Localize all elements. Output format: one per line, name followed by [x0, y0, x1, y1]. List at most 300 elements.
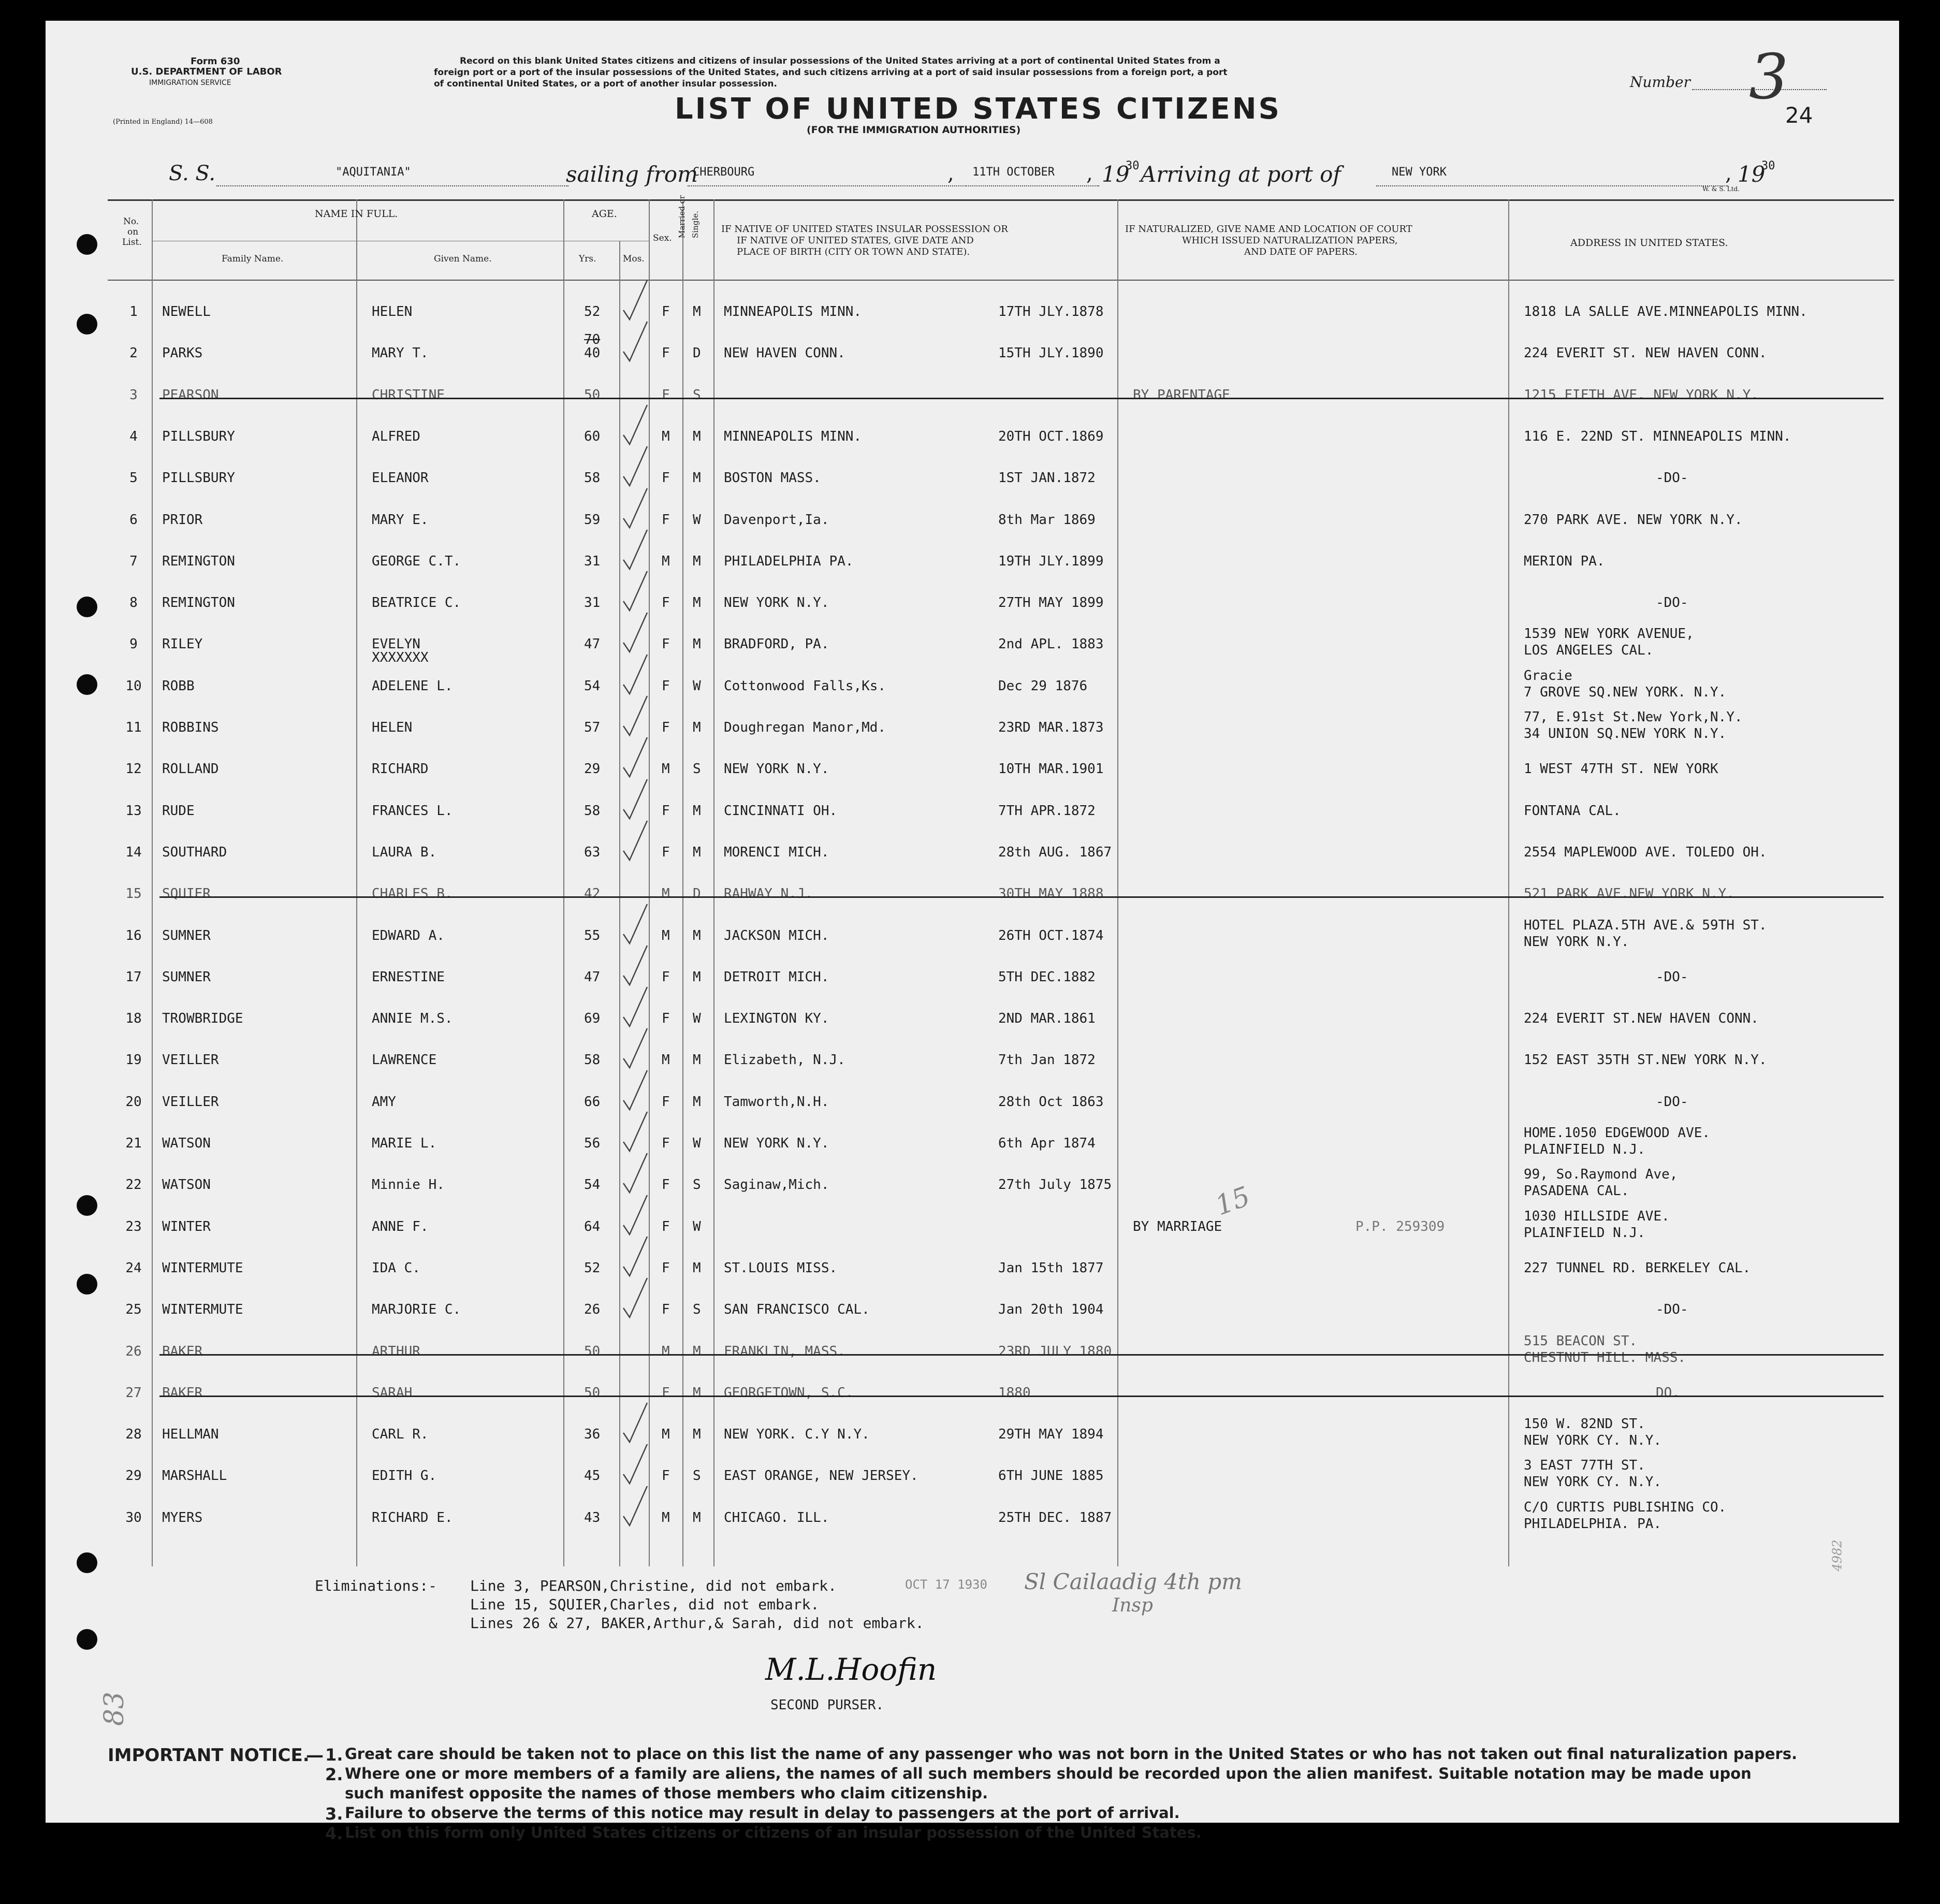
- address-line: FONTANA CAL.: [1524, 803, 1621, 819]
- sex: M: [662, 761, 670, 777]
- row-number: 23: [125, 1219, 142, 1234]
- page-number: 24: [1785, 103, 1813, 128]
- marital-status: M: [693, 304, 701, 319]
- family-name: MYERS: [162, 1510, 203, 1525]
- birth-place: DETROIT MICH.: [724, 969, 829, 985]
- marital-status: S: [693, 761, 701, 777]
- address-line: 7 GROVE SQ.NEW YORK. N.Y.: [1524, 685, 1727, 700]
- row-number: 5: [129, 470, 138, 486]
- address-line: 1030 HILLSIDE AVE.: [1524, 1209, 1670, 1224]
- address-line: PLAINFIELD N.J.: [1524, 1225, 1645, 1241]
- birth-place: JACKSON MICH.: [724, 928, 829, 943]
- sex: M: [662, 1344, 670, 1359]
- strike-through-line: [159, 896, 1884, 898]
- birth-date: 6TH JUNE 1885: [998, 1468, 1104, 1484]
- marital-status: M: [693, 1510, 701, 1525]
- family-name: REMINGTON: [162, 595, 235, 611]
- age-years: 58: [584, 803, 601, 819]
- age-years: 26: [584, 1302, 601, 1317]
- birth-date: 27TH MAY 1899: [998, 595, 1104, 611]
- family-name: RUDE: [162, 803, 195, 819]
- page-title: LIST OF UNITED STATES CITIZENS: [675, 92, 1281, 126]
- birth-date: 6th Apr 1874: [998, 1136, 1096, 1151]
- family-name: ROBBINS: [162, 720, 219, 735]
- address-line: 77, E.91st St.New York,N.Y.: [1524, 709, 1743, 725]
- birth-place: FRANKLIN, MASS.: [724, 1344, 845, 1359]
- age-years: 52: [584, 1260, 601, 1276]
- comma-1: ,: [947, 162, 954, 185]
- check-mark-icon: [620, 735, 651, 782]
- col-native-2: IF NATIVE OF UNITED STATES, GIVE DATE AND: [737, 235, 974, 246]
- sex: F: [662, 678, 670, 694]
- birth-date: Dec 29 1876: [998, 678, 1088, 694]
- age-years: 69: [584, 1011, 601, 1026]
- margin-note-right: 4982: [1830, 1539, 1845, 1572]
- age-years: 47: [584, 969, 601, 985]
- marital-status: M: [693, 1094, 701, 1110]
- check-mark-icon: [620, 278, 651, 325]
- notice-text: such manifest opposite the names of those members who claim citizenship.: [345, 1784, 988, 1802]
- date-underline: [965, 185, 1099, 186]
- age-correction: 70: [584, 332, 601, 347]
- given-name: MARIE L.: [372, 1136, 437, 1151]
- ship-name: "AQUITANIA": [336, 166, 411, 179]
- sex: F: [662, 1468, 670, 1484]
- birth-date: 7th Jan 1872: [998, 1052, 1096, 1068]
- age-years: 47: [584, 636, 601, 652]
- row-number: 7: [129, 554, 138, 569]
- comma-3: ,: [1725, 162, 1732, 185]
- age-years: 59: [584, 512, 601, 528]
- table-row: [46, 1374, 1899, 1415]
- sex: M: [662, 554, 670, 569]
- family-name: BAKER: [162, 1344, 203, 1359]
- table-row: [46, 875, 1899, 916]
- marital-status: D: [693, 886, 701, 902]
- check-mark-icon: [620, 1276, 651, 1322]
- row-number: 19: [125, 1052, 142, 1068]
- given-name: BEATRICE C.: [372, 595, 461, 611]
- row-number: 8: [129, 595, 138, 611]
- marital-status: M: [693, 636, 701, 652]
- birth-place: Saginaw,Mich.: [724, 1177, 829, 1193]
- marital-status: M: [693, 595, 701, 611]
- marital-status: M: [693, 1052, 701, 1068]
- given-name: Minnie H.: [372, 1177, 445, 1193]
- ship-underline: [216, 185, 568, 186]
- marital-status: M: [693, 1344, 701, 1359]
- address-line: C/O CURTIS PUBLISHING CO.: [1524, 1500, 1727, 1515]
- given-name: ANNIE M.S.: [372, 1011, 453, 1026]
- birth-place: SAN FRANCISCO CAL.: [724, 1302, 870, 1317]
- table-row: [46, 376, 1899, 417]
- row-number: 18: [125, 1011, 142, 1026]
- sex: M: [662, 429, 670, 444]
- birth-date: 28th AUG. 1867: [998, 845, 1112, 860]
- given-name: HELEN: [372, 720, 413, 735]
- birth-date: 19TH JLY.1899: [998, 554, 1104, 569]
- address-line: 99, So.Raymond Ave,: [1524, 1167, 1678, 1182]
- age-years: 58: [584, 1052, 601, 1068]
- birth-date: 1880: [998, 1385, 1031, 1401]
- given-name: FRANCES L.: [372, 803, 453, 819]
- birth-date: 20TH OCT.1869: [998, 429, 1104, 444]
- row-number: 10: [125, 678, 142, 694]
- age-years: 31: [584, 595, 601, 611]
- ss-label: S. S.: [169, 162, 216, 185]
- given-name: ADELENE L.: [372, 678, 453, 694]
- address-line: PLAINFIELD N.J.: [1524, 1142, 1645, 1157]
- family-name: REMINGTON: [162, 554, 235, 569]
- sex: M: [662, 1052, 670, 1068]
- row-number: 2: [129, 345, 138, 361]
- address-line: -DO-: [1656, 969, 1688, 985]
- given-name: EDITH G.: [372, 1468, 437, 1484]
- age-years: 45: [584, 1468, 601, 1484]
- sex: F: [662, 304, 670, 319]
- punch-hole: [77, 674, 97, 695]
- birth-place: Elizabeth, N.J.: [724, 1052, 845, 1068]
- notice-label: IMPORTANT NOTICE.: [108, 1745, 310, 1766]
- family-name: BAKER: [162, 1385, 203, 1401]
- sex: F: [662, 1177, 670, 1193]
- family-name: ROLLAND: [162, 761, 219, 777]
- family-name: MARSHALL: [162, 1468, 227, 1484]
- birth-place: Tamworth,N.H.: [724, 1094, 829, 1110]
- punch-hole: [77, 1552, 97, 1573]
- table-row: [46, 792, 1899, 833]
- address-line: 3 EAST 77TH ST.: [1524, 1458, 1645, 1473]
- strike-through-line: [159, 1354, 1884, 1356]
- row-number: 17: [125, 969, 142, 985]
- col-native-3: PLACE OF BIRTH (CITY OR TOWN AND STATE).: [737, 246, 970, 257]
- birth-place: NEW YORK. C.Y N.Y.: [724, 1427, 870, 1442]
- col-name-in-full: NAME IN FULL.: [315, 208, 398, 220]
- table-row: [46, 542, 1899, 584]
- row-number: 16: [125, 928, 142, 943]
- given-name-struck: XXXXXXX: [372, 650, 429, 665]
- family-name: NEWELL: [162, 304, 211, 319]
- family-name: SUMNER: [162, 969, 211, 985]
- sailing-label: sailing from: [566, 162, 698, 187]
- notice-number: 4.: [325, 1824, 343, 1843]
- table-row: [46, 708, 1899, 750]
- naturalization: BY PARENTAGE: [1133, 387, 1230, 403]
- age-years: 50: [584, 1385, 601, 1401]
- table-row: [46, 958, 1899, 999]
- row-number: 27: [125, 1385, 142, 1401]
- punch-hole: [77, 314, 97, 335]
- row-number: 29: [125, 1468, 142, 1484]
- birth-date: 10TH MAR.1901: [998, 761, 1104, 777]
- family-name: VEILLER: [162, 1052, 219, 1068]
- family-name: PEARSON: [162, 387, 219, 403]
- elimination-line-3: Lines 26 & 27, BAKER,Arthur,& Sarah, did not embark.: [470, 1615, 924, 1632]
- table-row: [46, 293, 1899, 334]
- check-mark-icon: [620, 777, 651, 824]
- check-mark-icon: [620, 694, 651, 740]
- row-number: 15: [125, 886, 142, 902]
- birth-date: 25TH DEC. 1887: [998, 1510, 1112, 1525]
- given-name: CHARLES B.: [372, 886, 453, 902]
- year2-prefix: 19: [1738, 162, 1766, 187]
- notice-text: Failure to observe the terms of this notice may result in delay to passengers at the port of arrival.: [345, 1804, 1180, 1822]
- inspector-handwriting: Sl Cailaadig 4th pm: [1024, 1569, 1242, 1594]
- table-row: [46, 501, 1899, 542]
- printer-mark: W. & S. Ltd.: [1702, 185, 1740, 193]
- given-name: RICHARD E.: [372, 1510, 453, 1525]
- marital-status: M: [693, 845, 701, 860]
- table-row: [46, 750, 1899, 791]
- notice-number: 3.: [325, 1804, 343, 1824]
- address-line: CHESTNUT HILL. MASS.: [1524, 1350, 1686, 1365]
- birth-date: Jan 20th 1904: [998, 1302, 1104, 1317]
- col-mos: Mos.: [623, 254, 645, 264]
- marital-status: D: [693, 345, 701, 361]
- sex: F: [662, 1011, 670, 1026]
- marital-status: M: [693, 720, 701, 735]
- check-mark-icon: [620, 1151, 651, 1198]
- marital-status: W: [693, 1219, 701, 1234]
- age-years: 55: [584, 928, 601, 943]
- address-line: 34 UNION SQ.NEW YORK N.Y.: [1524, 726, 1727, 742]
- row-number: 9: [129, 636, 138, 652]
- sex: F: [662, 803, 670, 819]
- col-native-1: IF NATIVE OF UNITED STATES INSULAR POSSESSION OR: [721, 224, 1008, 235]
- address-line: DO.: [1656, 1385, 1680, 1401]
- sex: M: [662, 1427, 670, 1442]
- age-years: 54: [584, 1177, 601, 1193]
- col-nat-1: IF NATURALIZED, GIVE NAME AND LOCATION OF COURT: [1125, 224, 1412, 235]
- birth-place: Davenport,Ia.: [724, 512, 829, 528]
- birth-date: 23RD JULY 1880: [998, 1344, 1112, 1359]
- given-name: ELEANOR: [372, 470, 429, 486]
- row-number: 6: [129, 512, 138, 528]
- given-name: ARTHUR: [372, 1344, 420, 1359]
- check-mark-icon: [620, 819, 651, 865]
- col-age: AGE.: [592, 208, 617, 220]
- marital-status: S: [693, 387, 701, 403]
- manifest-sheet: [46, 21, 1899, 1843]
- check-mark-icon: [620, 319, 651, 366]
- family-name: PRIOR: [162, 512, 203, 528]
- family-name: WINTERMUTE: [162, 1260, 243, 1276]
- sex: F: [662, 1094, 670, 1110]
- table-row: [46, 1457, 1899, 1498]
- sailing-date: 11TH OCTOBER: [972, 166, 1055, 179]
- header-bottom-rule: [108, 280, 1894, 281]
- birth-place: LEXINGTON KY.: [724, 1011, 829, 1026]
- age-years: 63: [584, 845, 601, 860]
- birth-place: MINNEAPOLIS MINN.: [724, 429, 862, 444]
- check-mark-icon: [620, 1442, 651, 1489]
- check-mark-icon: [620, 611, 651, 657]
- marital-status: M: [693, 969, 701, 985]
- row-number: 24: [125, 1260, 142, 1276]
- birth-place: CHICAGO. ILL.: [724, 1510, 829, 1525]
- address-line: PASADENA CAL.: [1524, 1183, 1629, 1199]
- address-line: 515 BEACON ST.: [1524, 1333, 1638, 1349]
- table-row: [46, 459, 1899, 500]
- punch-hole: [77, 1629, 97, 1650]
- family-name: SQUIER: [162, 886, 211, 902]
- row-number: 11: [125, 720, 142, 735]
- family-name: SOUTHARD: [162, 845, 227, 860]
- given-name: ERNESTINE: [372, 969, 445, 985]
- birth-date: 1ST JAN.1872: [998, 470, 1096, 486]
- purser-signature: M.L.Hoofin: [765, 1652, 937, 1687]
- birth-place: RAHWAY N.J.: [724, 886, 813, 902]
- sex: F: [662, 595, 670, 611]
- check-mark-icon: [620, 444, 651, 491]
- instruction-line-3: of continental United States, or a port of another insular possession.: [434, 79, 777, 89]
- table-row: [46, 1166, 1899, 1207]
- address-line: NEW YORK N.Y.: [1524, 934, 1629, 950]
- check-mark-icon: [620, 403, 651, 449]
- birth-place: PHILADELPHIA PA.: [724, 554, 854, 569]
- birth-date: 23RD MAR.1873: [998, 720, 1104, 735]
- check-mark-icon: [620, 1068, 651, 1115]
- age-years: 36: [584, 1427, 601, 1442]
- given-name: GEORGE C.T.: [372, 554, 461, 569]
- marital-status: S: [693, 1468, 701, 1484]
- naturalization: BY MARRIAGE: [1133, 1219, 1222, 1234]
- sex: M: [662, 1510, 670, 1525]
- marital-status: M: [693, 803, 701, 819]
- age-years: 64: [584, 1219, 601, 1234]
- address-line: 227 TUNNEL RD. BERKELEY CAL.: [1524, 1260, 1751, 1276]
- given-name: IDA C.: [372, 1260, 420, 1276]
- birth-date: 5TH DEC.1882: [998, 969, 1096, 985]
- sex: F: [662, 1136, 670, 1151]
- passport-number: P.P. 259309: [1355, 1219, 1445, 1234]
- table-row: [46, 999, 1899, 1041]
- table-row: [46, 833, 1899, 875]
- address-line: 1 WEST 47TH ST. NEW YORK: [1524, 761, 1718, 777]
- check-mark-icon: [620, 528, 651, 574]
- table-row: [46, 1208, 1899, 1249]
- marital-status: W: [693, 1136, 701, 1151]
- marital-status: W: [693, 1011, 701, 1026]
- col-family-name: Family Name.: [222, 254, 284, 264]
- family-name: WINTER: [162, 1219, 211, 1234]
- age-years: 43: [584, 1510, 601, 1525]
- row-number: 26: [125, 1344, 142, 1359]
- age-years: 66: [584, 1094, 601, 1110]
- row-number: 22: [125, 1177, 142, 1193]
- birth-date: Jan 15th 1877: [998, 1260, 1104, 1276]
- row-number: 21: [125, 1136, 142, 1151]
- table-row: [46, 1124, 1899, 1166]
- sailing-from: CHERBOURG: [693, 166, 755, 179]
- form-number: Form 630: [191, 56, 240, 67]
- number-label: Number: [1630, 74, 1690, 91]
- col-no: No.: [123, 216, 139, 227]
- table-row: [46, 1332, 1899, 1374]
- birth-date: 27th July 1875: [998, 1177, 1112, 1193]
- row-number: 1: [129, 304, 138, 319]
- check-mark-icon: [620, 1484, 651, 1531]
- table-row: [46, 1083, 1899, 1124]
- marital-status: M: [693, 1385, 701, 1401]
- inspector-handwriting-2: Insp: [1112, 1595, 1153, 1616]
- table-row: [46, 667, 1899, 708]
- address-line: LOS ANGELES CAL.: [1524, 643, 1654, 658]
- col-married: Married or: [677, 195, 687, 238]
- sex: F: [662, 1219, 670, 1234]
- table-row: [46, 917, 1899, 958]
- notice-number: 1.: [325, 1745, 343, 1765]
- family-name: RILEY: [162, 636, 203, 652]
- address-line: HOTEL PLAZA.5TH AVE.& 59TH ST.: [1524, 918, 1767, 933]
- notice-number: 2.: [325, 1765, 343, 1784]
- number-value: 3: [1749, 41, 1789, 113]
- birth-place: NEW HAVEN CONN.: [724, 345, 845, 361]
- given-name: MARJORIE C.: [372, 1302, 461, 1317]
- marital-status: W: [693, 512, 701, 528]
- row-number: 12: [125, 761, 142, 777]
- birth-place: GEORGETOWN, S.C.: [724, 1385, 854, 1401]
- address-line: -DO-: [1656, 1094, 1688, 1110]
- marital-status: M: [693, 470, 701, 486]
- age-years: 58: [584, 470, 601, 486]
- check-mark-icon: [620, 985, 651, 1031]
- address-line: 270 PARK AVE. NEW YORK N.Y.: [1524, 512, 1743, 528]
- punch-hole: [77, 597, 97, 617]
- check-mark-icon: [620, 1026, 651, 1073]
- notice-dash: —: [306, 1745, 324, 1766]
- sex: M: [662, 928, 670, 943]
- strike-through-line: [159, 1396, 1884, 1397]
- row-number: 25: [125, 1302, 142, 1317]
- sex: F: [662, 345, 670, 361]
- given-name: RICHARD: [372, 761, 429, 777]
- address-line: HOME.1050 EDGEWOOD AVE.: [1524, 1125, 1711, 1141]
- family-name: WATSON: [162, 1136, 211, 1151]
- address-line: 2554 MAPLEWOOD AVE. TOLEDO OH.: [1524, 845, 1767, 860]
- col-yrs: Yrs.: [579, 254, 596, 264]
- year-prefix: 19: [1102, 162, 1130, 187]
- birth-date: 7TH APR.1872: [998, 803, 1096, 819]
- marital-status: M: [693, 429, 701, 444]
- table-row: [46, 1041, 1899, 1082]
- address-line: 150 W. 82ND ST.: [1524, 1416, 1645, 1432]
- given-name: CHRISTINE: [372, 387, 445, 403]
- check-mark-icon: [620, 569, 651, 616]
- row-number: 28: [125, 1427, 142, 1442]
- age-years: 50: [584, 1344, 601, 1359]
- marital-status: M: [693, 554, 701, 569]
- birth-place: Cottonwood Falls,Ks.: [724, 678, 886, 694]
- sex: F: [662, 1260, 670, 1276]
- address-line: 224 EVERIT ST.NEW HAVEN CONN.: [1524, 1011, 1759, 1026]
- age-years: 50: [584, 387, 601, 403]
- birth-date: 8th Mar 1869: [998, 512, 1096, 528]
- sex: F: [662, 969, 670, 985]
- birth-date: 29TH MAY 1894: [998, 1427, 1104, 1442]
- table-row: [46, 417, 1899, 459]
- age-years: 40: [584, 345, 601, 361]
- address-line: 521 PARK AVE.NEW YORK N.Y.: [1524, 886, 1734, 902]
- check-mark-icon: [620, 1193, 651, 1240]
- birth-date: 28th Oct 1863: [998, 1094, 1104, 1110]
- family-name: WINTERMUTE: [162, 1302, 243, 1317]
- birth-place: MORENCI MICH.: [724, 845, 829, 860]
- given-name: ANNE F.: [372, 1219, 429, 1234]
- given-name: SARAH: [372, 1385, 413, 1401]
- address-line: -DO-: [1656, 470, 1688, 486]
- birth-date: 2nd APL. 1883: [998, 636, 1104, 652]
